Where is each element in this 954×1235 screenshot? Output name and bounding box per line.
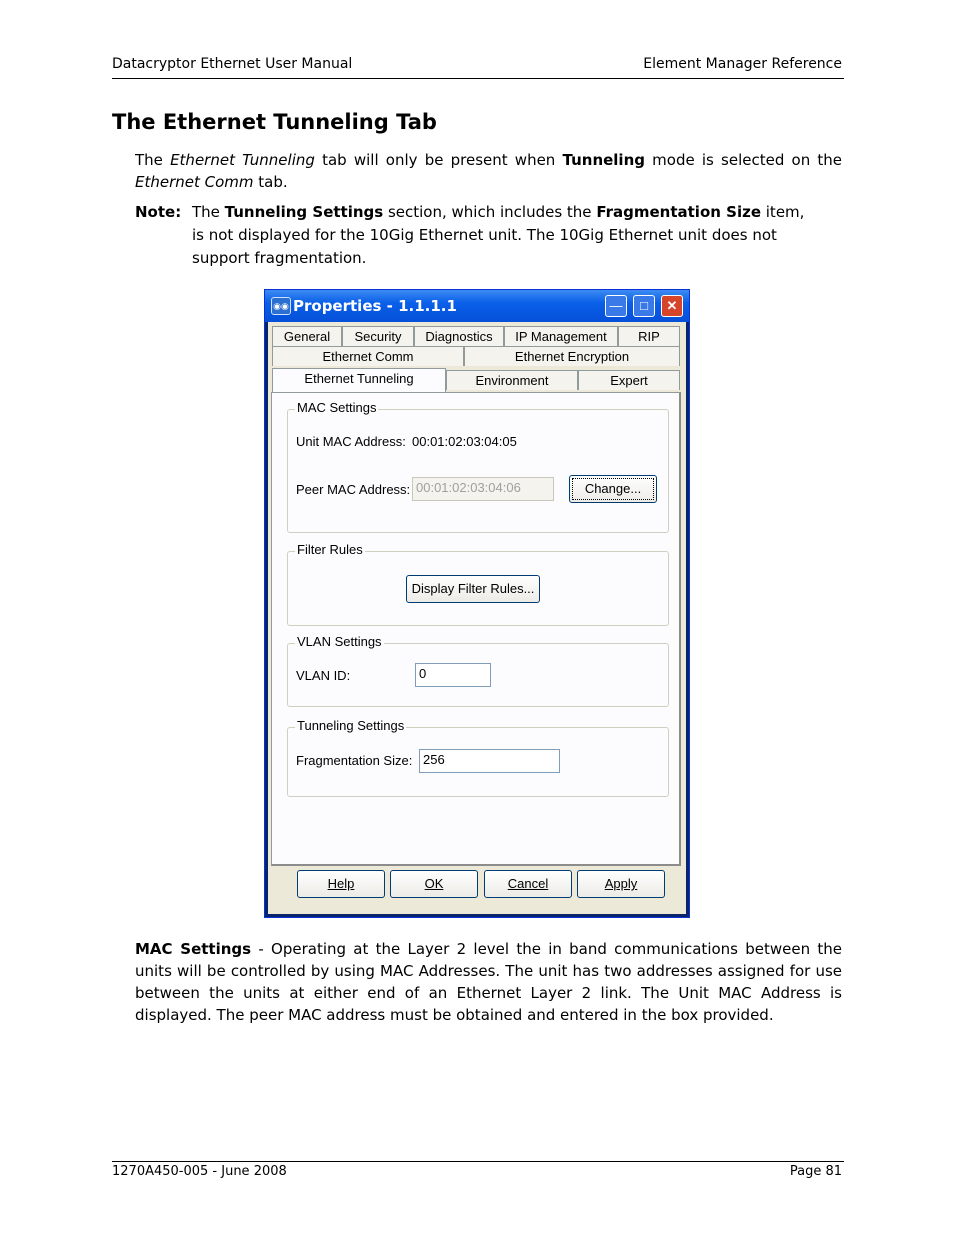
intro-text-1: The (135, 151, 171, 169)
page-footer (112, 1161, 844, 1179)
intro-tab-name: Ethernet Tunneling (170, 151, 315, 169)
apply-button[interactable] (577, 870, 665, 898)
unit-mac-value: 00:01:02:03:04:05 (412, 434, 517, 449)
close-button[interactable] (661, 295, 683, 317)
help-button[interactable] (297, 870, 385, 898)
mac-desc-bold: MAC Settings (135, 940, 252, 958)
maximize-button[interactable] (633, 295, 655, 317)
vlan-id-input[interactable]: 0 (415, 663, 491, 687)
intro-mode: Tunneling (562, 151, 645, 169)
help-button-label: Help (327, 876, 355, 891)
tab-panel (271, 392, 681, 866)
tab-expert[interactable]: Expert (578, 370, 680, 390)
intro-text-4: tab. (253, 173, 288, 191)
dialog-body (268, 322, 686, 914)
dialog-titlebar[interactable] (265, 290, 689, 322)
header-left: Datacryptor Ethernet User Manual (112, 56, 353, 72)
peer-mac-input[interactable]: 00:01:02:03:04:06 (412, 477, 554, 501)
ok-button[interactable] (390, 870, 478, 898)
mac-settings-group (287, 400, 669, 533)
minimize-button[interactable] (605, 295, 627, 317)
fragmentation-size-input[interactable]: 256 (419, 749, 560, 773)
page-title: The Ethernet Tunneling Tab (112, 110, 437, 134)
apply-button-label: Apply (604, 876, 638, 891)
note-text-3: item, is not displayed for the 10Gig Ethernet unit. The 10Gig Ethernet unit does not support fragmentation. (192, 203, 805, 267)
tab-environment[interactable]: Environment (446, 370, 578, 390)
note-text-2: section, which includes the (383, 203, 597, 221)
page-header (112, 56, 844, 79)
tab-diagnostics[interactable]: Diagnostics (414, 326, 504, 346)
minimize-icon: — (609, 298, 623, 313)
cancel-button-label: Cancel (507, 876, 549, 891)
filter-rules-title: Filter Rules (297, 542, 363, 557)
tab-ethernet-tunneling[interactable]: Ethernet Tunneling (272, 368, 446, 392)
close-icon: ✕ (666, 298, 678, 313)
vlan-settings-title: VLAN Settings (297, 634, 382, 649)
header-right: Element Manager Reference (643, 56, 842, 72)
mac-desc-text: - Operating at the Layer 2 level the in band communications between the units will be controlled by using MAC Addresses. The unit has two addresses assigned for use between the units at either end of an Ethernet Layer 2 link. The Unit MAC Address is displayed. The peer MAC address must be obtained and entered in the box provided. (135, 940, 842, 1024)
tab-rip[interactable]: RIP (618, 326, 680, 346)
tunneling-settings-title: Tunneling Settings (297, 718, 405, 733)
unit-mac-label: Unit MAC Address: (296, 434, 406, 449)
display-filter-rules-button[interactable]: Display Filter Rules... (406, 575, 540, 603)
tab-ethernet-comm[interactable]: Ethernet Comm (272, 346, 464, 366)
cancel-button[interactable] (484, 870, 572, 898)
properties-dialog (264, 289, 690, 918)
note-bold-2: Fragmentation Size (596, 203, 761, 221)
tab-general[interactable]: General (272, 326, 342, 346)
intro-paragraph (135, 149, 842, 193)
intro-text-3: mode is selected on the (645, 151, 843, 169)
fragmentation-size-label: Fragmentation Size: (296, 753, 413, 768)
note-bold-1: Tunneling Settings (224, 203, 384, 221)
mac-settings-description (135, 938, 842, 1026)
tunneling-settings-group (287, 718, 669, 797)
app-icon: ◉◉ (271, 297, 291, 315)
vlan-id-label: VLAN ID: (296, 668, 351, 683)
note-label: Note: (135, 203, 182, 221)
intro-text-2: tab will only be present when (314, 151, 563, 169)
dialog-title: Properties - 1.1.1.1 (293, 297, 457, 315)
intro-comm-tab: Ethernet Comm (135, 173, 254, 191)
tab-ip-management[interactable]: IP Management (504, 326, 618, 346)
footer-right: Page 81 (789, 1164, 842, 1179)
filter-rules-group (287, 542, 669, 626)
ok-button-label: OK (424, 876, 444, 891)
tab-security[interactable]: Security (342, 326, 414, 346)
maximize-icon: □ (640, 298, 648, 313)
footer-left: 1270A450-005 - June 2008 (112, 1164, 287, 1179)
note-text (192, 201, 812, 270)
tab-ethernet-encryption[interactable]: Ethernet Encryption (464, 346, 680, 366)
vlan-settings-group (287, 634, 669, 707)
peer-mac-label: Peer MAC Address: (296, 482, 411, 497)
mac-settings-title: MAC Settings (297, 400, 377, 415)
change-button[interactable]: Change... (569, 475, 657, 503)
note-text-1: The (192, 203, 225, 221)
